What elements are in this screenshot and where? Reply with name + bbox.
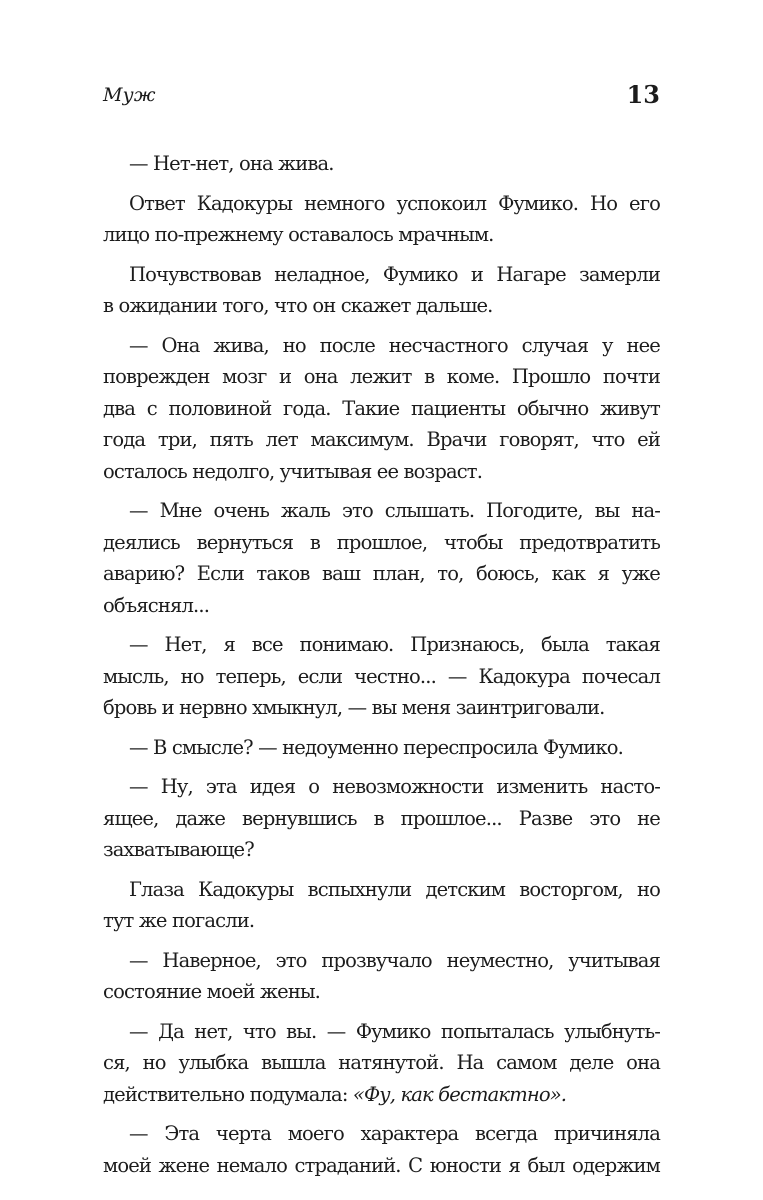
text-line: два с половиной года. Такие пациенты обычно живут: [103, 396, 660, 420]
text-line: объяснял...: [103, 593, 210, 617]
chapter-title: Муж: [103, 84, 156, 106]
text-line: поврежден мозг и она лежит в коме. Прошло почти: [103, 365, 660, 388]
text-line: бровь и нервно хмыкнул, — вы меня заинтриговали.: [103, 696, 605, 719]
text-line: [103, 1079, 660, 1111]
paragraph-gap: [103, 1008, 660, 1016]
text-line: в ожидании того, что он скажет дальше.: [103, 294, 493, 317]
text-line: — Мне очень жаль это слышать. Погодите, вы на-: [129, 499, 660, 522]
paragraph-gap: [103, 937, 660, 945]
text-line: — Она жива, но после несчастного случая у нее: [129, 333, 660, 357]
paragraph-gap: [103, 251, 660, 259]
text-line: — Нет-нет, она жива.: [129, 152, 334, 175]
text-line: — Нет, я все понимаю. Признаюсь, была такая: [129, 633, 660, 656]
paragraph-gap: [103, 1110, 660, 1118]
italic-quote: «Фу, как бестактно».: [352, 1082, 567, 1106]
text-line: деялись вернуться в прошлое, чтобы предотвратить: [103, 530, 660, 554]
text-line: аварию? Если таков ваш план, то, боюсь, как я уже: [103, 562, 660, 585]
text-line: мысль, но теперь, если честно... — Кадокура почесал: [103, 664, 660, 688]
text-line: моей жене немало страданий. С юности я был одержим: [103, 1153, 660, 1177]
text-line: захватывающе?: [103, 838, 254, 861]
paragraph-gap: [103, 621, 660, 629]
paragraph-gap: [103, 763, 660, 771]
text-line: лицо по-прежнему оставалось мрачным.: [103, 223, 494, 246]
page-number: 13: [626, 80, 660, 109]
text-line: — Наверное, это прозвучало неуместно, учитывая: [129, 948, 660, 972]
paragraph-gap: [103, 724, 660, 732]
text-line: года три, пять лет максимум. Врачи говорят, что ей: [103, 428, 660, 451]
text-line: тут же погасли.: [103, 909, 255, 932]
text-line: Глаза Кадокуры вспыхнули детским восторгом, но: [129, 877, 660, 901]
paragraph-gap: [103, 487, 660, 495]
body-text: [103, 148, 660, 1181]
paragraph-gap: [103, 322, 660, 330]
text-run: действительно подумала:: [103, 1082, 353, 1106]
text-line: — Да нет, что вы. — Фумико попыталась улыбнуть-: [129, 1019, 660, 1043]
text-line: осталось недолго, учитывая ее возраст.: [103, 459, 483, 483]
text-line: ящее, даже вернувшись в прошлое... Разве это не: [103, 806, 660, 830]
text-line: — В смысле? — недоуменно переспросила Фумико.: [129, 735, 623, 759]
text-line: состояние моей жены.: [103, 980, 320, 1003]
text-line: Ответ Кадокуры немного успокоил Фумико. Но его: [129, 191, 660, 215]
text-line: ся, но улыбка вышла натянутой. На самом деле она: [103, 1051, 660, 1074]
text-line: — Ну, эта идея о невозможности изменить насто-: [129, 775, 660, 798]
paragraph-gap: [103, 866, 660, 874]
running-head: [103, 80, 660, 114]
text-line: Почувствовав неладное, Фумико и Нагаре замерли: [129, 262, 660, 286]
paragraph-gap: [103, 180, 660, 188]
text-line: — Эта черта моего характера всегда причиняла: [129, 1122, 660, 1145]
